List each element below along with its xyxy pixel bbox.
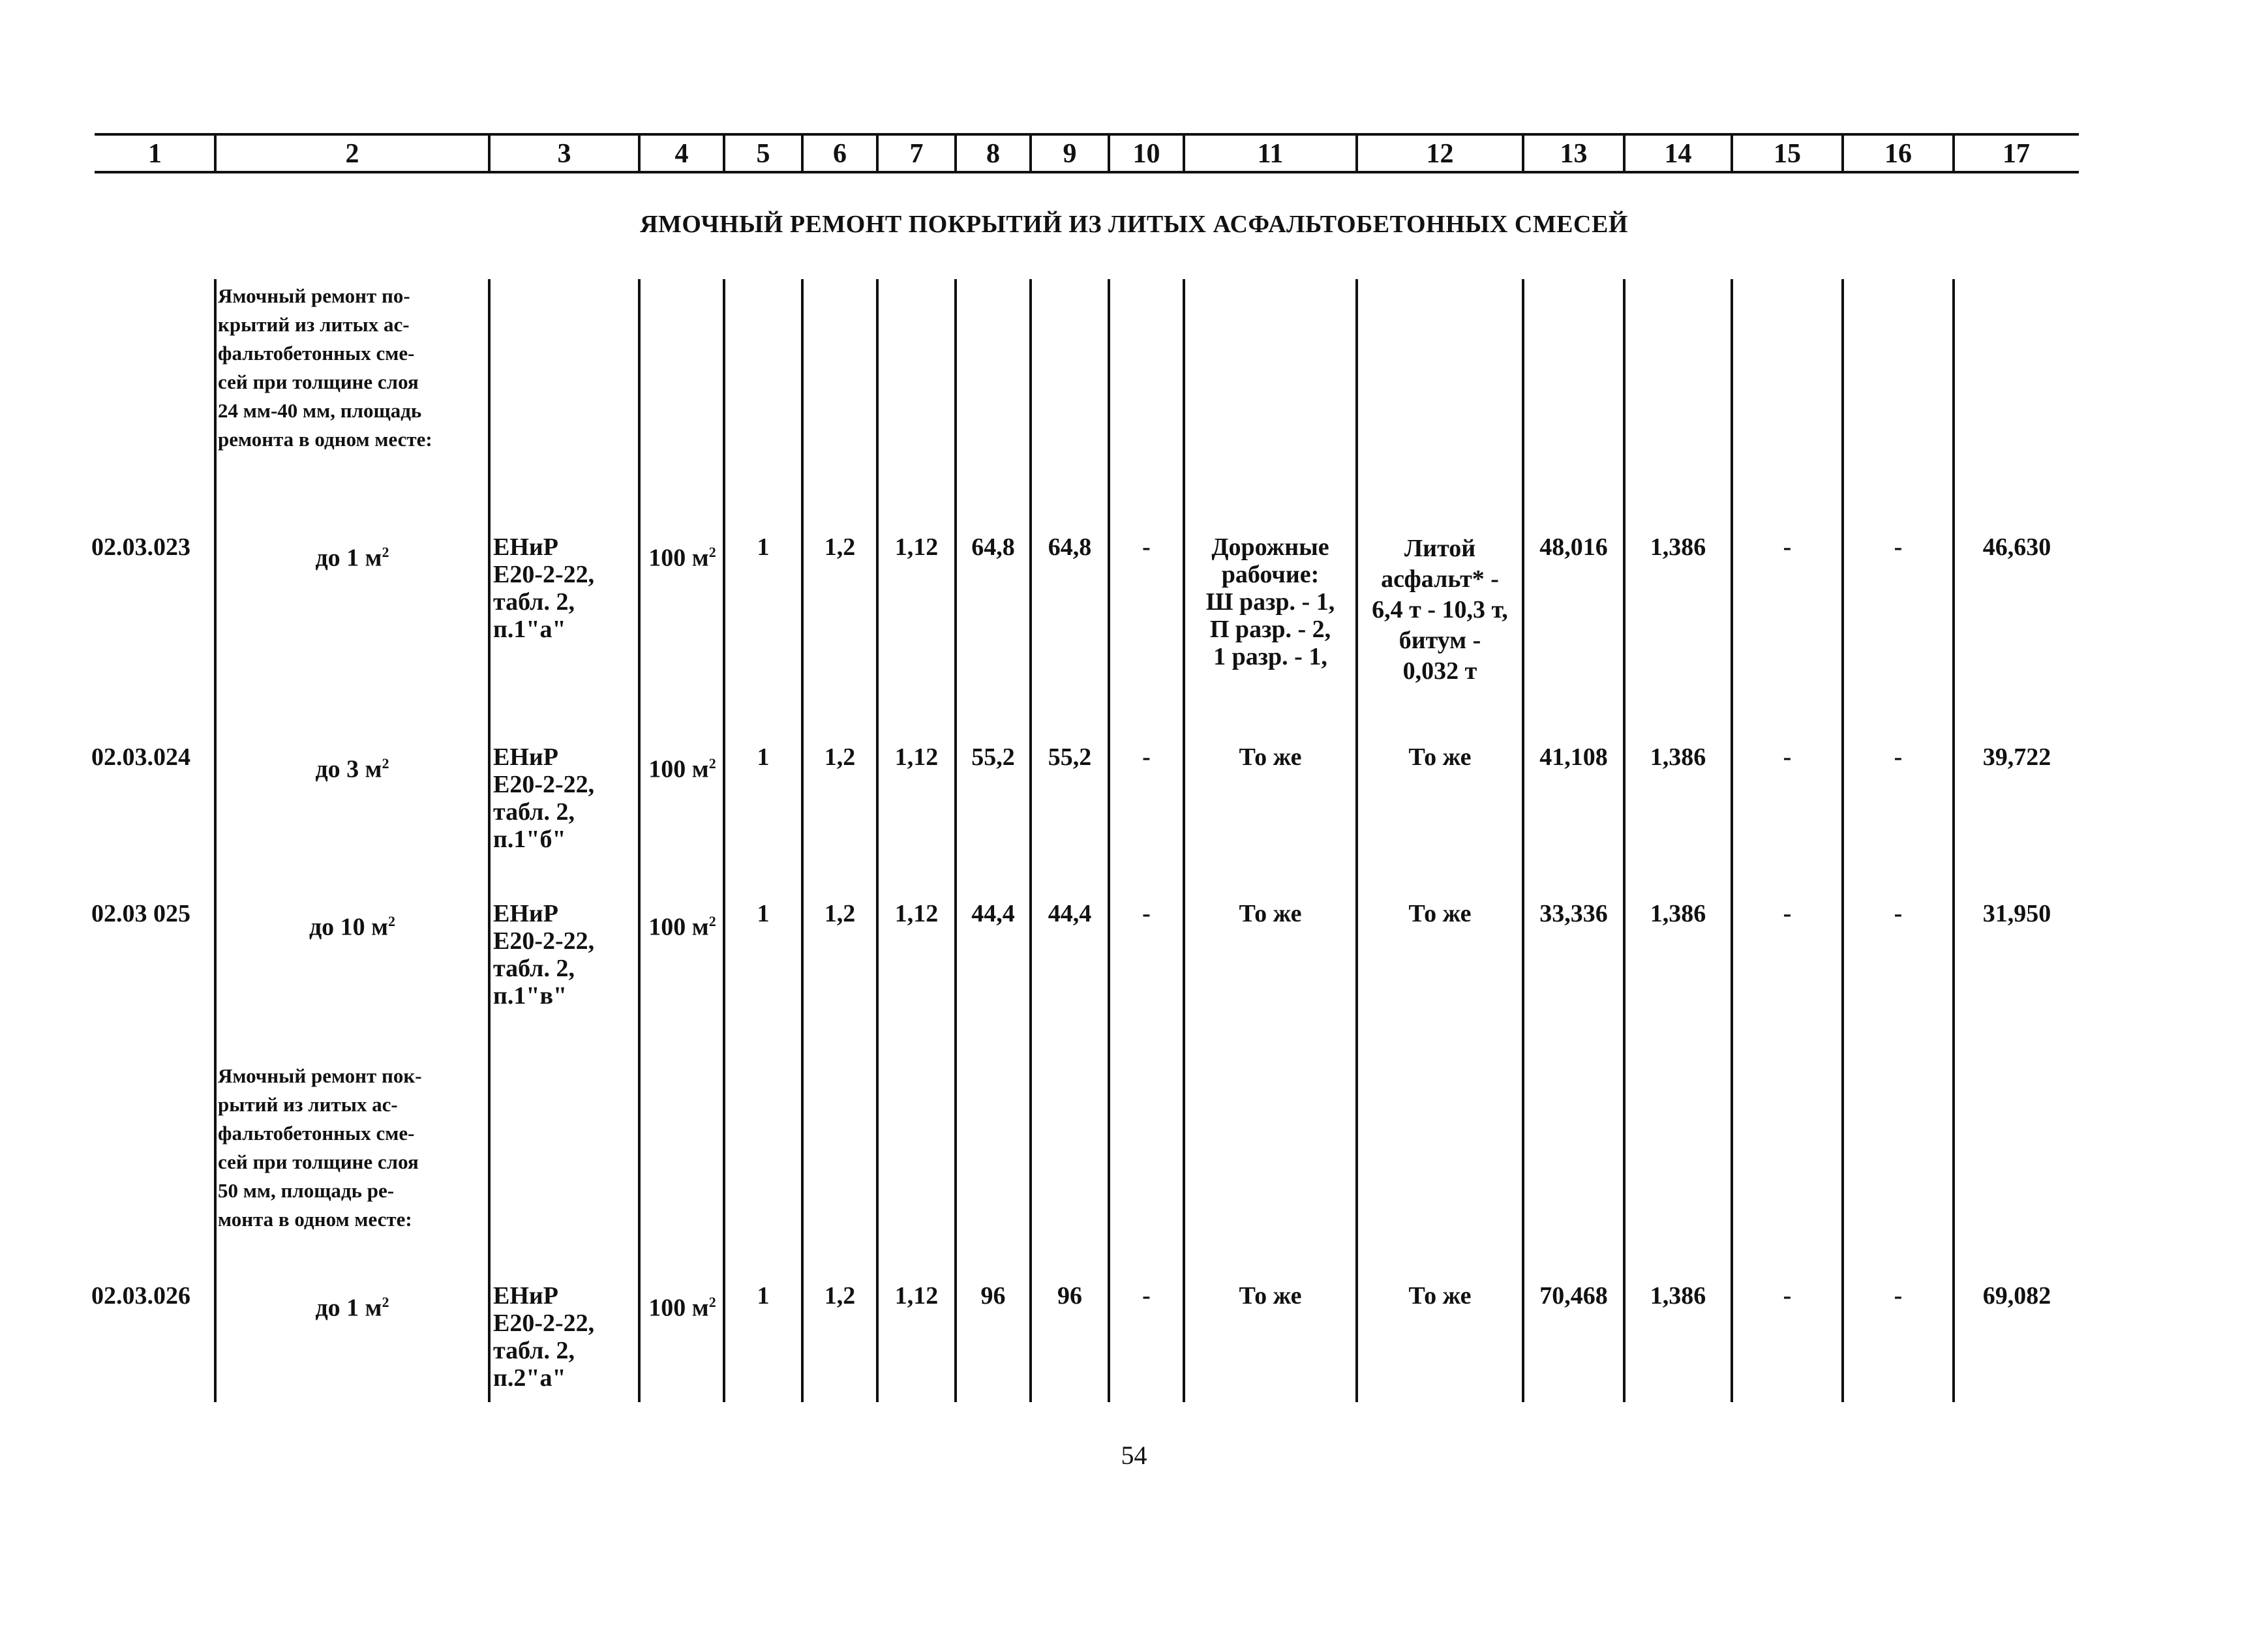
row-norm-line: табл. 2,	[493, 955, 575, 982]
row-col6: 1,2	[824, 533, 856, 561]
row-col10: -	[1142, 900, 1151, 927]
row-workers-line: 1 разр. - 1,	[1213, 643, 1327, 670]
header-top-rule	[95, 133, 2079, 136]
row-norm-line: ЕНиР	[493, 900, 559, 927]
group-description-line: 50 мм, площадь ре-	[218, 1179, 395, 1202]
row-col7: 1,12	[894, 533, 939, 561]
header-sep	[1623, 133, 1625, 173]
row-col17: 46,630	[1982, 533, 2051, 561]
row-area	[215, 908, 489, 941]
row-col9: 96	[1057, 1282, 1082, 1310]
body-col-line	[1183, 279, 1185, 1402]
header-sep	[1952, 133, 1955, 173]
row-col8: 44,4	[971, 900, 1015, 927]
header-sep	[488, 133, 491, 173]
row-col5: 1	[757, 743, 770, 771]
row-col5: 1	[757, 533, 770, 561]
row-materials	[1358, 900, 1522, 927]
row-col15: -	[1783, 533, 1792, 561]
row-unit-text: 100 м	[648, 544, 709, 572]
row-workers-line: То же	[1239, 900, 1302, 927]
row-unit-sup: 2	[708, 1294, 716, 1310]
header-col-12: 12	[1426, 139, 1454, 169]
header-sep	[1522, 133, 1524, 173]
header-sep	[723, 133, 725, 173]
row-unit-text: 100 м	[648, 913, 709, 941]
header-sep	[214, 133, 217, 173]
row-col9: 55,2	[1048, 743, 1092, 771]
row-area-text: до 1 м	[315, 544, 382, 572]
header-col-7: 7	[909, 139, 924, 169]
header-col-14: 14	[1664, 139, 1692, 169]
row-col6: 1,2	[824, 900, 856, 927]
row-area-text: до 3 м	[315, 755, 382, 783]
header-col-5: 5	[756, 139, 770, 169]
row-unit	[641, 908, 724, 941]
row-materials	[1358, 533, 1522, 687]
header-bottom-rule	[95, 171, 2079, 173]
group-description-line: крытий из литых ас-	[218, 313, 410, 336]
row-workers-line: То же	[1239, 1282, 1302, 1310]
row-col9: 44,4	[1048, 900, 1092, 927]
row-col16: -	[1894, 900, 1903, 927]
body-col-line	[1355, 279, 1358, 1402]
header-sep	[954, 133, 957, 173]
group-description-line: фальтобетонных сме-	[218, 342, 415, 365]
page-number: 54	[1121, 1441, 1147, 1470]
row-col13: 48,016	[1539, 533, 1608, 561]
row-materials-line: 6,4 т - 10,3 т,	[1372, 596, 1508, 623]
row-col13: 70,468	[1539, 1282, 1608, 1310]
row-unit-text: 100 м	[648, 755, 709, 783]
header-sep	[1183, 133, 1185, 173]
row-norm-line: Е20-2-22,	[493, 927, 595, 955]
row-col8: 55,2	[971, 743, 1015, 771]
row-area-sup: 2	[388, 913, 396, 929]
group-description-line: Ямочный ремонт по-	[218, 284, 410, 307]
row-col17: 69,082	[1982, 1282, 2051, 1310]
row-col10: -	[1142, 533, 1151, 561]
body-col-line	[954, 279, 957, 1402]
row-materials-line: То же	[1408, 900, 1472, 927]
row-col5: 1	[757, 900, 770, 927]
row-workers-line: Ш разр. - 1,	[1205, 588, 1335, 616]
header-sep	[1029, 133, 1032, 173]
header-col-6: 6	[833, 139, 847, 169]
row-materials-line: То же	[1408, 1282, 1472, 1310]
group-description-line: Ямочный ремонт пок-	[218, 1064, 422, 1087]
body-col-line	[1952, 279, 1955, 1402]
row-code: 02.03.024	[91, 743, 190, 771]
body-col-line	[801, 279, 804, 1402]
row-col6: 1,2	[824, 743, 856, 771]
row-norm-line: Е20-2-22,	[493, 771, 595, 798]
row-norm-line: табл. 2,	[493, 1337, 575, 1364]
row-col17: 31,950	[1982, 900, 2051, 927]
row-workers-line: Дорожные	[1211, 533, 1329, 561]
body-col-line	[488, 279, 491, 1402]
row-norm-line: табл. 2,	[493, 588, 575, 616]
body-col-line	[1108, 279, 1110, 1402]
row-materials-line: асфальт* -	[1381, 565, 1499, 593]
row-materials-line: Литой	[1404, 535, 1476, 562]
body-col-line	[1841, 279, 1844, 1402]
row-norm-line: п.2"а"	[493, 1364, 566, 1392]
row-norm-line: ЕНиР	[493, 743, 559, 771]
body-col-line	[214, 279, 217, 1402]
group-description-line: сей при толщине слоя	[218, 1150, 419, 1173]
row-col14: 1,386	[1650, 743, 1706, 771]
group-description-line: сей при толщине слоя	[218, 370, 419, 393]
row-materials	[1358, 743, 1522, 771]
row-norm-line: п.1"в"	[493, 982, 567, 1010]
group-description-line: рытий из литых ас-	[218, 1093, 398, 1116]
row-col8: 96	[980, 1282, 1006, 1310]
header-col-1: 1	[148, 139, 162, 169]
group-description	[218, 1062, 485, 1234]
header-col-2: 2	[345, 139, 359, 169]
row-code: 02.03.023	[91, 533, 190, 561]
row-col16: -	[1894, 533, 1903, 561]
row-col15: -	[1783, 743, 1792, 771]
row-col10: -	[1142, 743, 1151, 771]
row-col14: 1,386	[1650, 1282, 1706, 1310]
row-workers-line: П разр. - 2,	[1209, 616, 1331, 643]
header-col-3: 3	[557, 139, 571, 169]
row-unit	[641, 1289, 724, 1322]
header-col-15: 15	[1774, 139, 1801, 169]
row-col9: 64,8	[1048, 533, 1092, 561]
row-norm-line: Е20-2-22,	[493, 1310, 595, 1337]
body-col-line	[723, 279, 725, 1402]
row-area	[215, 1289, 489, 1322]
header-col-11: 11	[1257, 139, 1284, 169]
row-norm	[493, 533, 637, 643]
row-area-sup: 2	[382, 755, 389, 772]
group-description-line: ремонта в одном месте:	[218, 428, 432, 451]
header-col-9: 9	[1063, 139, 1077, 169]
row-area	[215, 750, 489, 783]
body-col-line	[638, 279, 641, 1402]
group-description	[218, 282, 485, 454]
row-col15: -	[1783, 900, 1792, 927]
header-sep	[801, 133, 804, 173]
header-col-16: 16	[1884, 139, 1912, 169]
section-title: ЯМОЧНЫЙ РЕМОНТ ПОКРЫТИЙ ИЗ ЛИТЫХ АСФАЛЬТОБЕТОННЫХ СМЕСЕЙ	[640, 211, 1628, 238]
row-unit-sup: 2	[708, 913, 716, 929]
row-workers-line: То же	[1239, 743, 1302, 771]
row-workers	[1185, 1282, 1355, 1310]
row-col14: 1,386	[1650, 900, 1706, 927]
body-col-line	[1731, 279, 1733, 1402]
row-workers	[1185, 743, 1355, 771]
header-col-4: 4	[674, 139, 689, 169]
header-sep	[638, 133, 641, 173]
row-area-text: до 1 м	[315, 1294, 382, 1322]
row-col7: 1,12	[894, 1282, 939, 1310]
row-col13: 33,336	[1539, 900, 1608, 927]
body-col-line	[1029, 279, 1032, 1402]
row-norm-line: ЕНиР	[493, 1282, 559, 1310]
row-col17: 39,722	[1982, 743, 2051, 771]
header-col-13: 13	[1560, 139, 1588, 169]
row-unit-text: 100 м	[648, 1294, 709, 1322]
row-workers	[1185, 900, 1355, 927]
header-sep	[1841, 133, 1844, 173]
row-norm-line: п.1"а"	[493, 616, 566, 643]
row-col6: 1,2	[824, 1282, 856, 1310]
row-col5: 1	[757, 1282, 770, 1310]
row-norm	[493, 743, 637, 853]
row-norm-line: п.1"б"	[493, 826, 566, 853]
body-col-line	[876, 279, 879, 1402]
row-col16: -	[1894, 743, 1903, 771]
header-col-8: 8	[986, 139, 1000, 169]
row-materials-line: 0,032 т	[1402, 657, 1477, 685]
row-col13: 41,108	[1539, 743, 1608, 771]
row-materials	[1358, 1282, 1522, 1310]
body-col-line	[1522, 279, 1524, 1402]
row-col7: 1,12	[894, 743, 939, 771]
row-col15: -	[1783, 1282, 1792, 1310]
header-sep	[876, 133, 879, 173]
header-col-10: 10	[1132, 139, 1160, 169]
row-col14: 1,386	[1650, 533, 1706, 561]
row-materials-line: битум -	[1399, 627, 1481, 654]
row-norm-line: ЕНиР	[493, 533, 559, 561]
row-materials-line: То же	[1408, 743, 1472, 771]
row-norm	[493, 900, 637, 1010]
row-unit-sup: 2	[708, 755, 716, 772]
row-norm-line: табл. 2,	[493, 798, 575, 826]
header-sep	[1355, 133, 1358, 173]
header-col-17: 17	[2003, 139, 2030, 169]
row-col8: 64,8	[971, 533, 1015, 561]
row-norm	[493, 1282, 637, 1392]
row-code: 02.03.026	[91, 1282, 190, 1310]
group-description-line: фальтобетонных сме-	[218, 1122, 415, 1145]
row-workers	[1185, 533, 1355, 670]
row-col10: -	[1142, 1282, 1151, 1310]
row-unit-sup: 2	[708, 544, 716, 560]
row-area-text: до 10 м	[309, 913, 389, 941]
row-area	[215, 539, 489, 572]
row-norm-line: Е20-2-22,	[493, 561, 595, 588]
header-sep	[1108, 133, 1110, 173]
row-col16: -	[1894, 1282, 1903, 1310]
row-unit	[641, 539, 724, 572]
group-description-line: монта в одном месте:	[218, 1208, 412, 1231]
row-code: 02.03 025	[91, 900, 190, 927]
row-unit	[641, 750, 724, 783]
group-description-line: 24 мм-40 мм, площадь	[218, 399, 422, 422]
row-col7: 1,12	[894, 900, 939, 927]
row-area-sup: 2	[382, 544, 389, 560]
row-area-sup: 2	[382, 1294, 389, 1310]
body-col-line	[1623, 279, 1625, 1402]
row-workers-line: рабочие:	[1221, 561, 1320, 588]
header-sep	[1731, 133, 1733, 173]
